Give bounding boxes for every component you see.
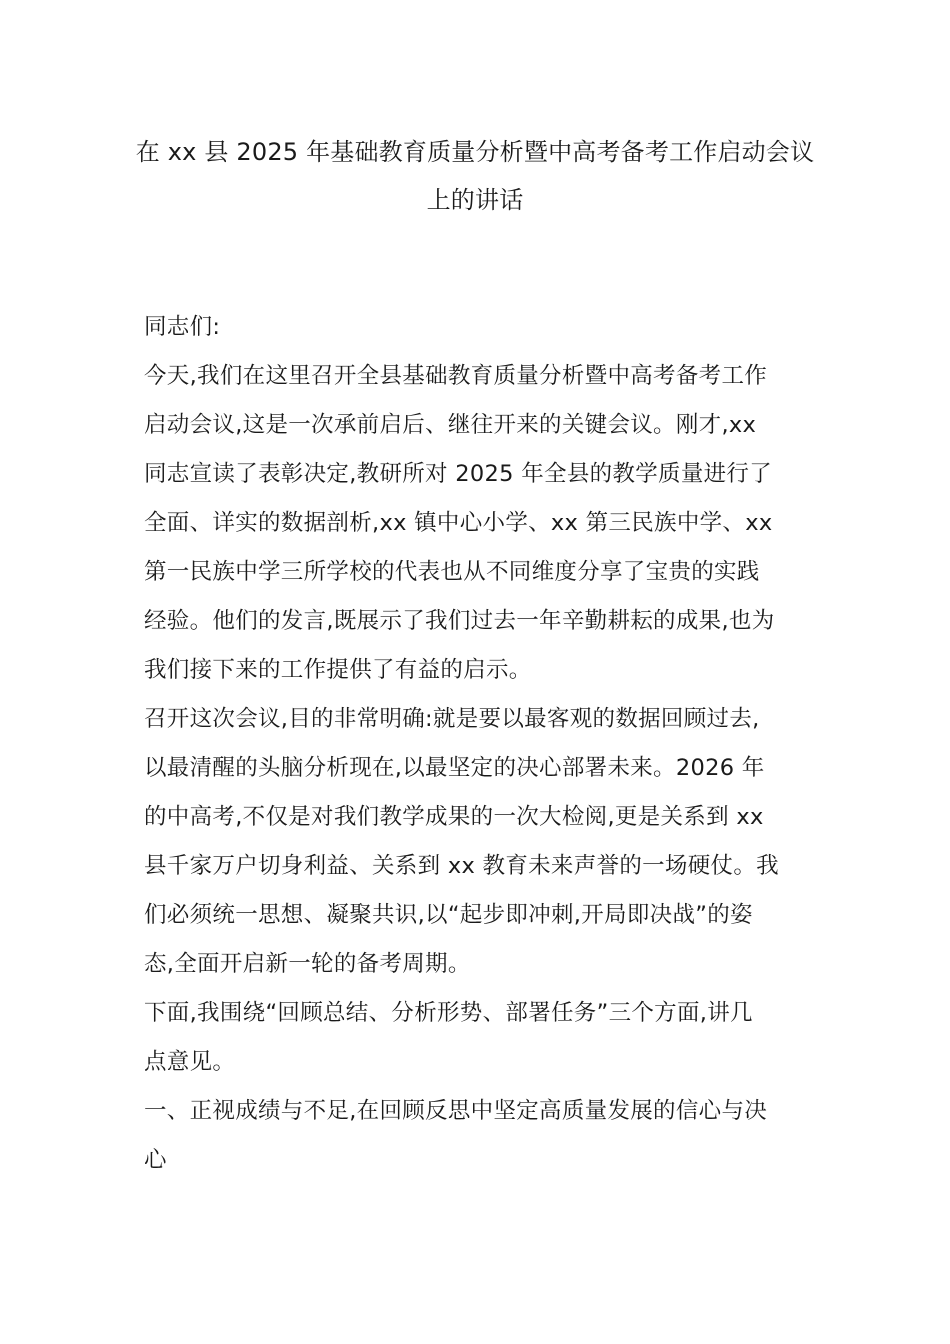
body-line: 第一民族中学三所学校的代表也从不同维度分享了宝贵的实践	[144, 559, 760, 585]
body-line: 态,全面开启新一轮的备考周期。	[144, 951, 471, 977]
document-title	[120, 128, 830, 224]
salutation: 同志们:	[144, 314, 221, 340]
body-line: 同志宣读了表彰决定,教研所对 2025 年全县的教学质量进行了	[144, 461, 773, 487]
body-line: 以最清醒的头脑分析现在,以最坚定的决心部署未来。2026 年	[144, 755, 765, 781]
body-line: 们必须统一思想、凝聚共识,以“起步即冲刺,开局即决战”的姿	[144, 902, 753, 928]
body-line: 全面、详实的数据剖析,xx 镇中心小学、xx 第三民族中学、xx	[144, 510, 773, 536]
title-line-1: 在 xx 县 2025 年基础教育质量分析暨中高考备考工作启动会议	[135, 138, 815, 166]
body-line: 点意见。	[144, 1049, 236, 1075]
body-line: 我们接下来的工作提供了有益的启示。	[144, 657, 532, 683]
body-line: 启动会议,这是一次承前启后、继往开来的关键会议。刚才,xx	[144, 412, 757, 438]
body-line: 下面,我围绕“回顾总结、分析形势、部署任务”三个方面,讲几	[144, 1000, 753, 1026]
body-line: 召开这次会议,目的非常明确:就是要以最客观的数据回顾过去,	[144, 706, 760, 732]
document-body	[144, 303, 806, 1185]
section-heading-line: 心	[144, 1147, 167, 1173]
section-heading-line: 一、正视成绩与不足,在回顾反思中坚定高质量发展的信心与决	[144, 1098, 768, 1124]
body-line: 县千家万户切身利益、关系到 xx 教育未来声誉的一场硬仗。我	[144, 853, 779, 879]
body-line: 的中高考,不仅是对我们教学成果的一次大检阅,更是关系到 xx	[144, 804, 764, 830]
title-line-2: 上的讲话	[426, 186, 524, 214]
body-line: 今天,我们在这里召开全县基础教育质量分析暨中高考备考工作	[144, 363, 768, 389]
body-line: 经验。他们的发言,既展示了我们过去一年辛勤耕耘的成果,也为	[144, 608, 775, 634]
